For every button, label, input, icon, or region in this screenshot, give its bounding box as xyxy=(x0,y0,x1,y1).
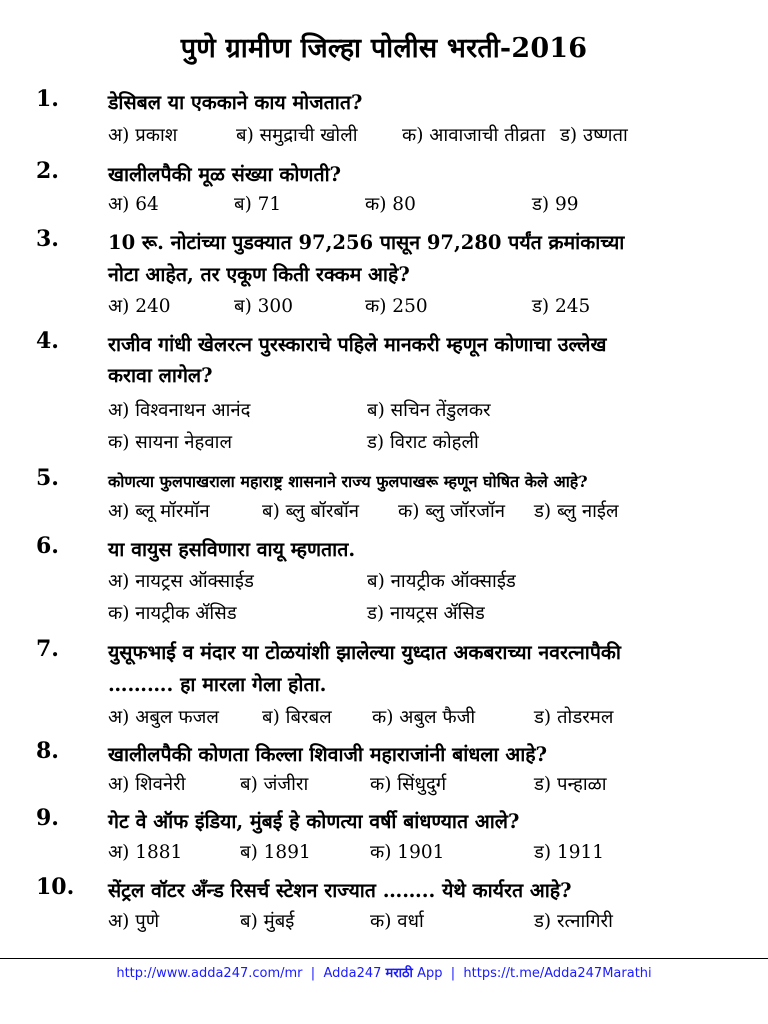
footer-divider xyxy=(0,958,768,959)
option-c: क) ब्लु जॉरजॉन xyxy=(398,501,506,522)
footer xyxy=(0,963,768,981)
question-number: 9. xyxy=(36,805,59,831)
option-d: ड) पन्हाळा xyxy=(534,774,607,795)
option-d: ड) नायट्रस ॲसिड xyxy=(367,603,485,624)
question-text: राजीव गांधी खेलरत्न पुरस्काराचे पहिले मानकरी म्हणून कोणाचा उल्लेख xyxy=(108,333,607,356)
option-b: ब) 71 xyxy=(234,194,282,215)
option-b: ब) बिरबल xyxy=(262,707,332,728)
option-a: अ) नायट्रस ऑक्साईड xyxy=(108,571,254,592)
app-suffix: App xyxy=(412,966,443,981)
question-text: सेंट्रल वॉटर अँन्ड रिसर्च स्टेशन राज्यात …….. येथे कार्यरत आहे? xyxy=(108,879,572,902)
option-a: अ) शिवनेरी xyxy=(108,774,186,795)
option-c: क) आवाजाची तीव्रता xyxy=(402,125,546,146)
option-d: ड) 99 xyxy=(532,194,579,215)
option-b: ब) समुद्राची खोली xyxy=(236,125,358,146)
option-c: क) अबुल फैजी xyxy=(372,707,476,728)
app-brand: मराठी xyxy=(385,966,413,981)
option-b: ब) नायट्रीक ऑक्साईड xyxy=(367,571,516,592)
option-a: अ) ब्लू मॉरमॉन xyxy=(108,501,210,522)
option-b: ब) ब्लु बॉरबॉन xyxy=(262,501,360,522)
option-a: अ) 64 xyxy=(108,194,159,215)
question-number: 6. xyxy=(36,533,59,559)
option-c: क) 250 xyxy=(365,296,428,317)
question-number: 5. xyxy=(36,465,59,491)
option-b: ब) 300 xyxy=(234,296,293,317)
question-text: या वायुस हसविणारा वायू म्हणतात. xyxy=(108,538,356,561)
option-d: ड) तोडरमल xyxy=(534,707,614,728)
question-text: डेसिबल या एककाने काय मोजतात? xyxy=(108,91,363,114)
option-c: क) वर्धा xyxy=(370,911,424,932)
option-c: क) सायना नेहवाल xyxy=(108,432,232,453)
option-a: अ) विश्वनाथन आनंद xyxy=(108,400,251,421)
page-title: पुणे ग्रामीण जिल्हा पोलीस भरती-2016 xyxy=(180,33,588,64)
option-a: अ) पुणे xyxy=(108,911,160,932)
question-number: 10. xyxy=(36,874,75,900)
question-text: युसूफभाई व मंदार या टोळयांशी झालेल्या युध्दात अकबराच्या नवरत्नापैकी xyxy=(108,641,621,664)
question-number: 4. xyxy=(36,328,59,354)
option-d: ड) 1911 xyxy=(534,842,605,863)
option-b: ब) 1891 xyxy=(240,842,311,863)
option-d: ड) विराट कोहली xyxy=(367,432,479,453)
question-text: गेट वे ऑफ इंडिया, मुंबई हे कोणत्या वर्षी बांधण्यात आले? xyxy=(108,810,520,833)
option-b: ब) सचिन तेंडुलकर xyxy=(367,400,491,421)
app-name: Adda247 xyxy=(323,966,386,981)
option-d: ड) 245 xyxy=(532,296,591,317)
option-c: क) सिंधुदुर्ग xyxy=(370,774,447,795)
option-d: ड) उष्णता xyxy=(560,125,628,146)
question-text-line2: नोटा आहेत, तर एकूण किती रक्कम आहे? xyxy=(108,263,410,286)
telegram-link[interactable]: https://t.me/Adda247Marathi xyxy=(463,966,652,981)
question-text: खालीलपैकी मूळ संख्या कोणती? xyxy=(108,163,342,186)
option-c: क) नायट्रीक ॲसिड xyxy=(108,603,237,624)
question-text-line2: ………. हा मारला गेला होता. xyxy=(108,673,327,696)
option-d: ड) रत्नागिरी xyxy=(534,911,613,932)
option-a: अ) अबुल फजल xyxy=(108,707,219,728)
question-text: कोणत्या फुलपाखराला महाराष्ट्र शासनाने राज्य फुलपाखरू म्हणून घोषित केले आहे? xyxy=(108,472,588,491)
option-b: ब) मुंबई xyxy=(240,911,295,932)
option-a: अ) प्रकाश xyxy=(108,125,178,146)
question-number: 2. xyxy=(36,158,59,184)
question-text: 10 रू. नोटांच्या पुडक्यात 97,256 पासून 97,280 पर्यंत क्रमांकाच्या xyxy=(108,231,625,254)
option-a: अ) 240 xyxy=(108,296,171,317)
option-c: क) 1901 xyxy=(370,842,445,863)
question-number: 8. xyxy=(36,738,59,764)
option-a: अ) 1881 xyxy=(108,842,183,863)
option-d: ड) ब्लु नाईल xyxy=(534,501,619,522)
footer-separator: | xyxy=(302,966,324,981)
question-number: 1. xyxy=(36,86,59,112)
question-number: 7. xyxy=(36,636,59,662)
website-link[interactable]: http://www.adda247.com/mr xyxy=(116,966,303,981)
question-text-line2: करावा लागेल? xyxy=(108,364,213,387)
footer-separator: | xyxy=(442,966,464,981)
option-c: क) 80 xyxy=(365,194,416,215)
question-text: खालीलपैकी कोणता किल्ला शिवाजी महाराजांनी बांधला आहे? xyxy=(108,743,548,766)
question-number: 3. xyxy=(36,226,59,252)
option-b: ब) जंजीरा xyxy=(240,774,309,795)
